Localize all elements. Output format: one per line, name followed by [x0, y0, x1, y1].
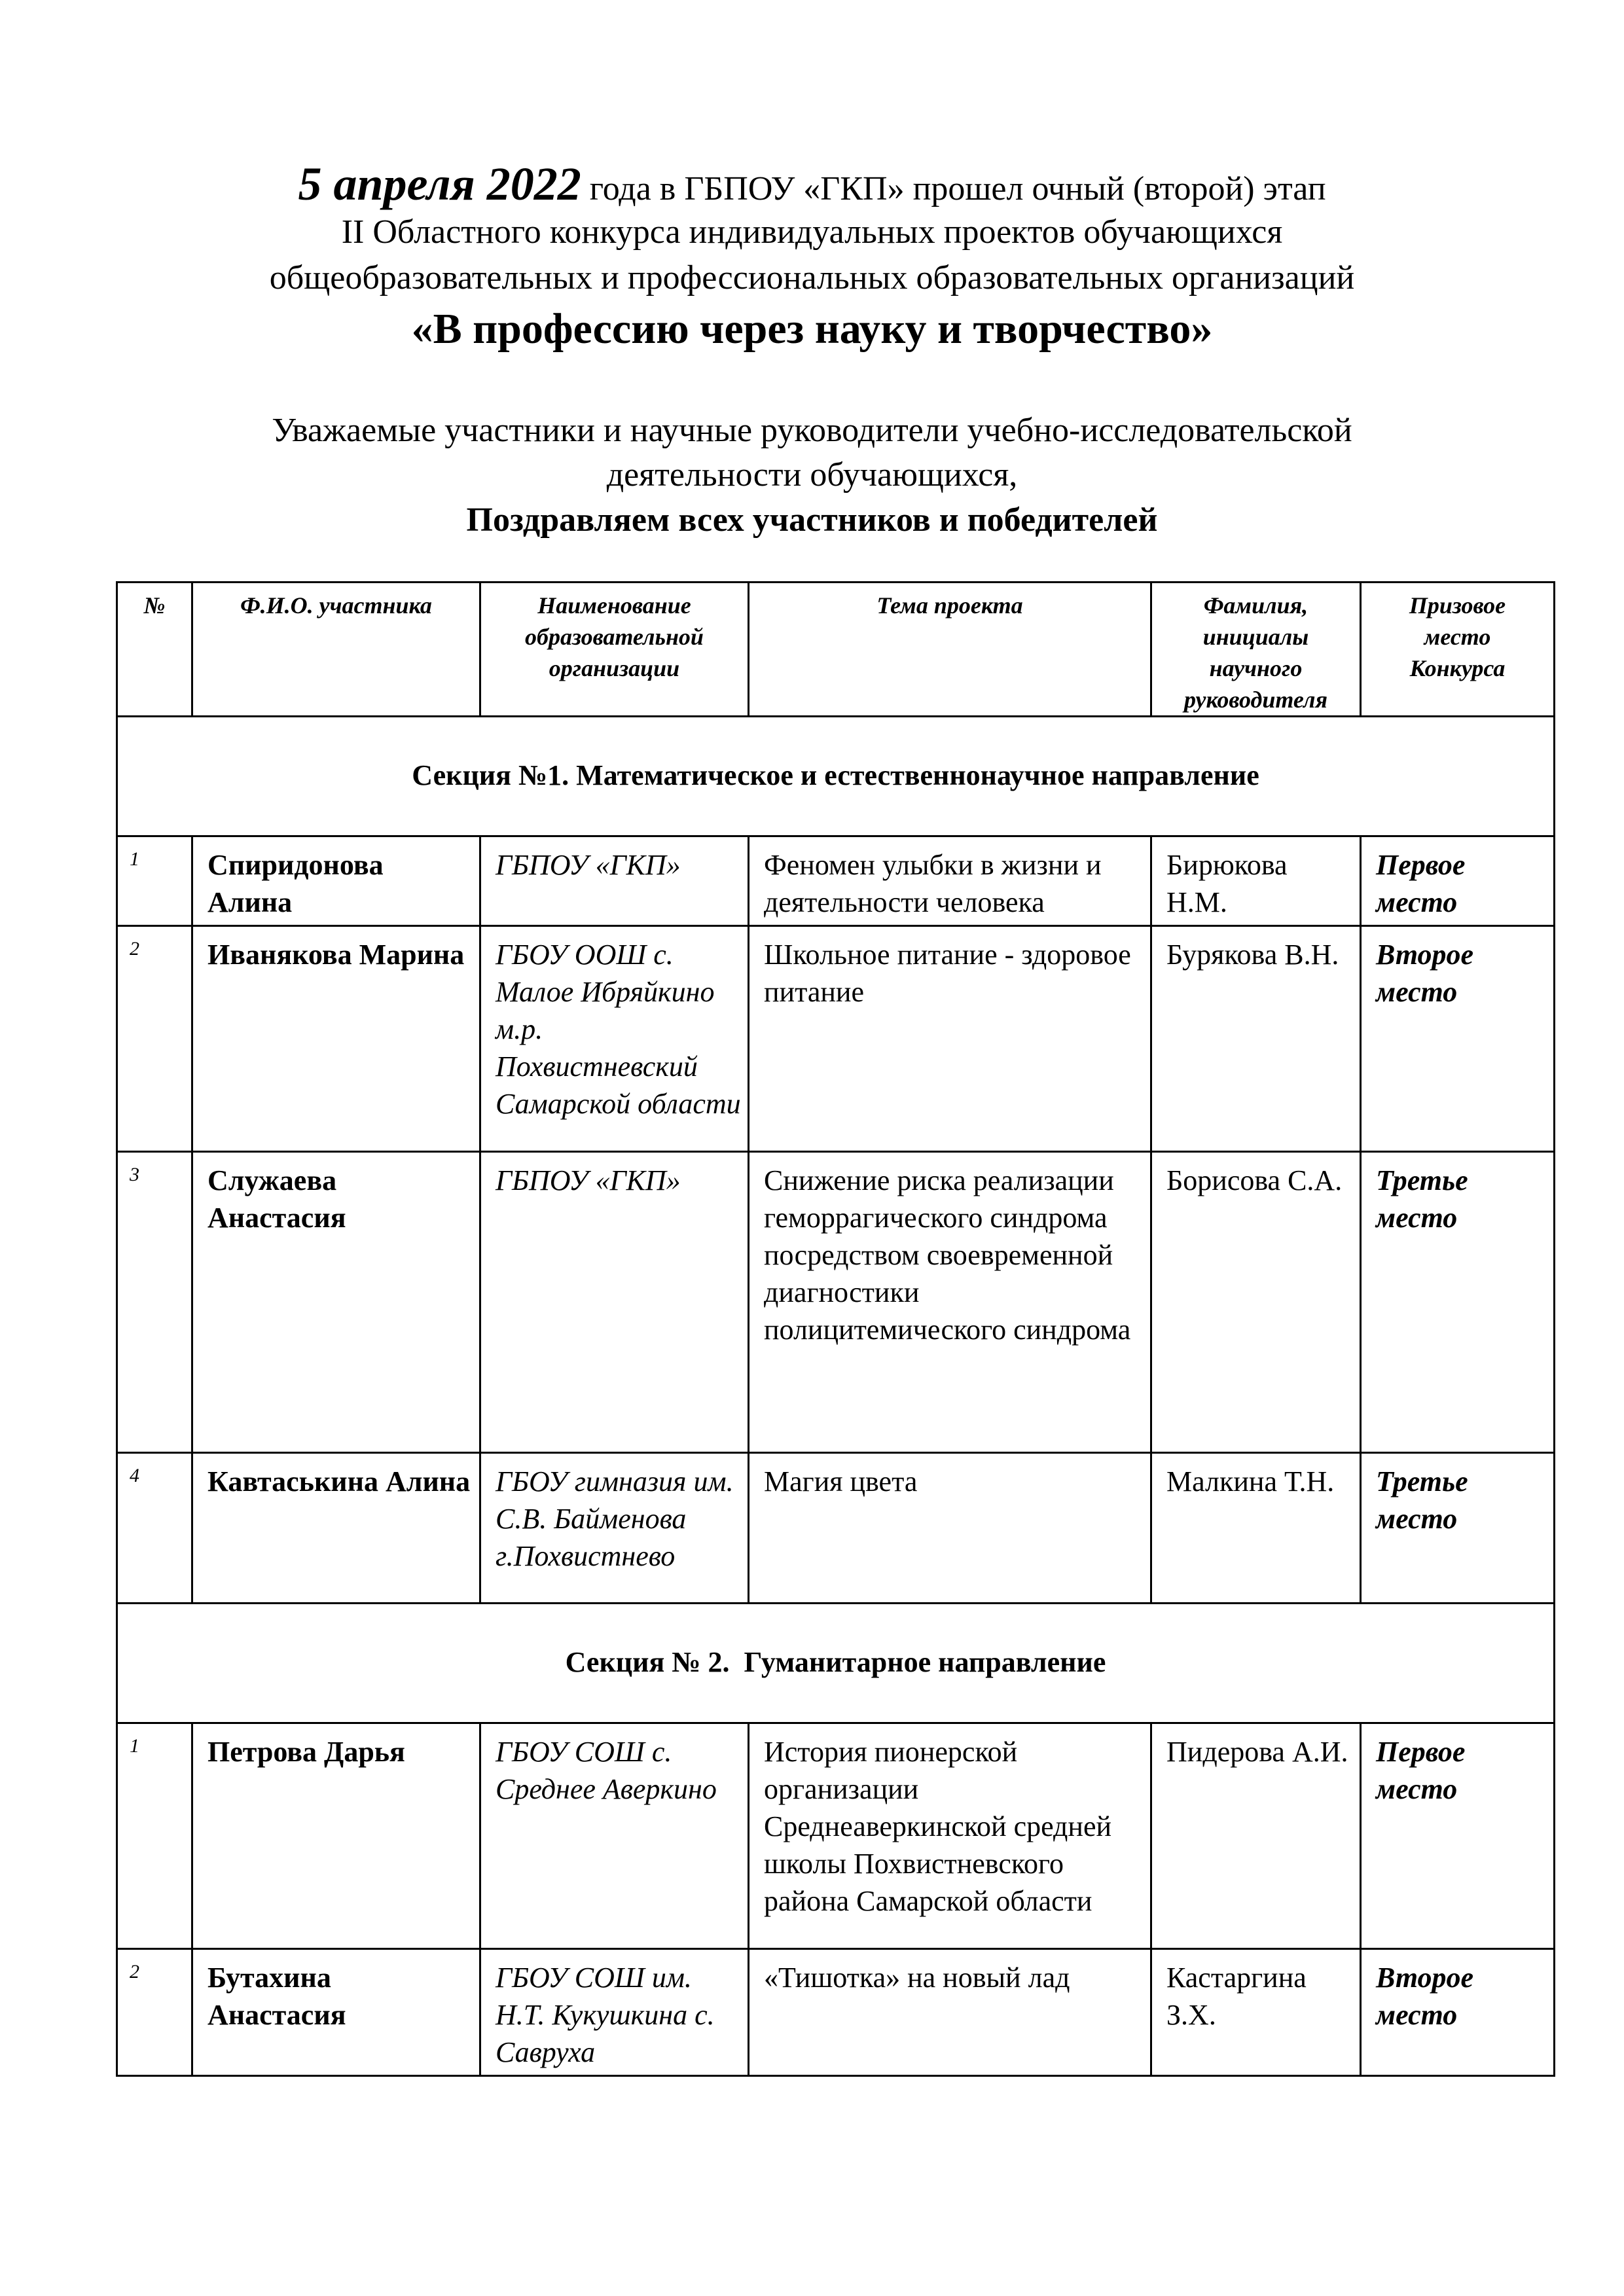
cell-supervisor: Кастаргина З.Х.: [1151, 1949, 1361, 2076]
cell-num: 4: [117, 1453, 192, 1604]
cell-org: ГБОУ ООШ с. Малое Ибряйкино м.р. Похвистневский Самарской области: [480, 926, 749, 1152]
table-row: [117, 1152, 1555, 1453]
header-line-1: [0, 157, 1624, 211]
cell-num: 2: [117, 926, 192, 1152]
cell-num: 2: [117, 1949, 192, 2076]
cell-topic: Снижение риска реализации геморрагического синдрома посредством своевременной диагностики полицитемического синдрома: [749, 1152, 1151, 1453]
cell-fio: Кавтаськина Алина: [192, 1453, 480, 1604]
header-line-1-rest: года в ГБПОУ «ГКП» прошел очный (второй) этап: [581, 170, 1326, 207]
cell-fio: Служаева Анастасия: [192, 1152, 480, 1453]
cell-topic: Школьное питание - здоровое питание: [749, 926, 1151, 1152]
cell-org: ГБПОУ «ГКП»: [480, 836, 749, 926]
cell-org: ГБОУ гимназия им. С.В. Байменова г.Похвистнево: [480, 1453, 749, 1604]
cell-place: Первое место: [1361, 1723, 1555, 1949]
cell-supervisor: Пидерова А.И.: [1151, 1723, 1361, 1949]
cell-num: 1: [117, 1723, 192, 1949]
greeting-line-1: Уважаемые участники и научные руководители учебно-исследовательской: [272, 412, 1352, 449]
table-row: [117, 1949, 1555, 2076]
header-place: Призовое место Конкурса: [1361, 583, 1555, 717]
header-topic: Тема проекта: [749, 583, 1151, 717]
cell-fio: Спиридонова Алина: [192, 836, 480, 926]
cell-supervisor: Борисова С.А.: [1151, 1152, 1361, 1453]
section-row: [117, 1604, 1555, 1723]
header-supervisor: Фамилия, инициалы научного руководителя: [1151, 583, 1361, 717]
cell-supervisor: Бурякова В.Н.: [1151, 926, 1361, 1152]
cell-topic: Феномен улыбки в жизни и деятельности человека: [749, 836, 1151, 926]
header-org: Наименование образовательной организации: [480, 583, 749, 717]
table-row: [117, 1453, 1555, 1604]
table-row: [117, 1723, 1555, 1949]
contest-title: «В профессию через науку и творчество»: [411, 305, 1213, 353]
section-title-text: Секция № 2. Гуманитарное направление: [565, 1646, 1106, 1678]
section-title: [117, 717, 1555, 836]
cell-org: ГБОУ СОШ им. Н.Т. Кукушкина с. Савруха: [480, 1949, 749, 2076]
header-line-3: общеобразовательных и профессиональных образовательных организаций: [269, 259, 1355, 296]
section-title-text: Секция №1. Математическое и естественнонаучное направление: [412, 759, 1259, 791]
cell-place: Второе место: [1361, 1949, 1555, 2076]
cell-fio: Иванякова Марина: [192, 926, 480, 1152]
cell-topic: Магия цвета: [749, 1453, 1151, 1604]
table-row: [117, 926, 1555, 1152]
section-title: [117, 1604, 1555, 1723]
greeting-congrats: Поздравляем всех участников и победителей: [466, 501, 1158, 539]
cell-supervisor: Малкина Т.Н.: [1151, 1453, 1361, 1604]
event-date: 5 апреля 2022: [298, 158, 581, 210]
cell-num: 1: [117, 836, 192, 926]
header-fio: Ф.И.О. участника: [192, 583, 480, 717]
header-line-2: II Областного конкурса индивидуальных проектов обучающихся: [341, 213, 1283, 251]
cell-place: Первое место: [1361, 836, 1555, 926]
cell-topic: «Тишотка» на новый лад: [749, 1949, 1151, 2076]
section-row: [117, 717, 1555, 836]
cell-place: Третье место: [1361, 1453, 1555, 1604]
cell-org: ГБПОУ «ГКП»: [480, 1152, 749, 1453]
cell-place: Второе место: [1361, 926, 1555, 1152]
greeting-line-2: деятельности обучающихся,: [606, 456, 1018, 493]
cell-num: 3: [117, 1152, 192, 1453]
cell-fio: Петрова Дарья: [192, 1723, 480, 1949]
table-header-row: [117, 583, 1555, 717]
table-row: [117, 836, 1555, 926]
cell-supervisor: Бирюкова Н.М.: [1151, 836, 1361, 926]
cell-org: ГБОУ СОШ с. Среднее Аверкино: [480, 1723, 749, 1949]
cell-fio: Бутахина Анастасия: [192, 1949, 480, 2076]
cell-place: Третье место: [1361, 1152, 1555, 1453]
header-num: №: [117, 583, 192, 717]
results-table: [116, 581, 1555, 2077]
cell-topic: История пионерской организации Среднеаверкинской средней школы Похвистневского района Самарской области: [749, 1723, 1151, 1949]
